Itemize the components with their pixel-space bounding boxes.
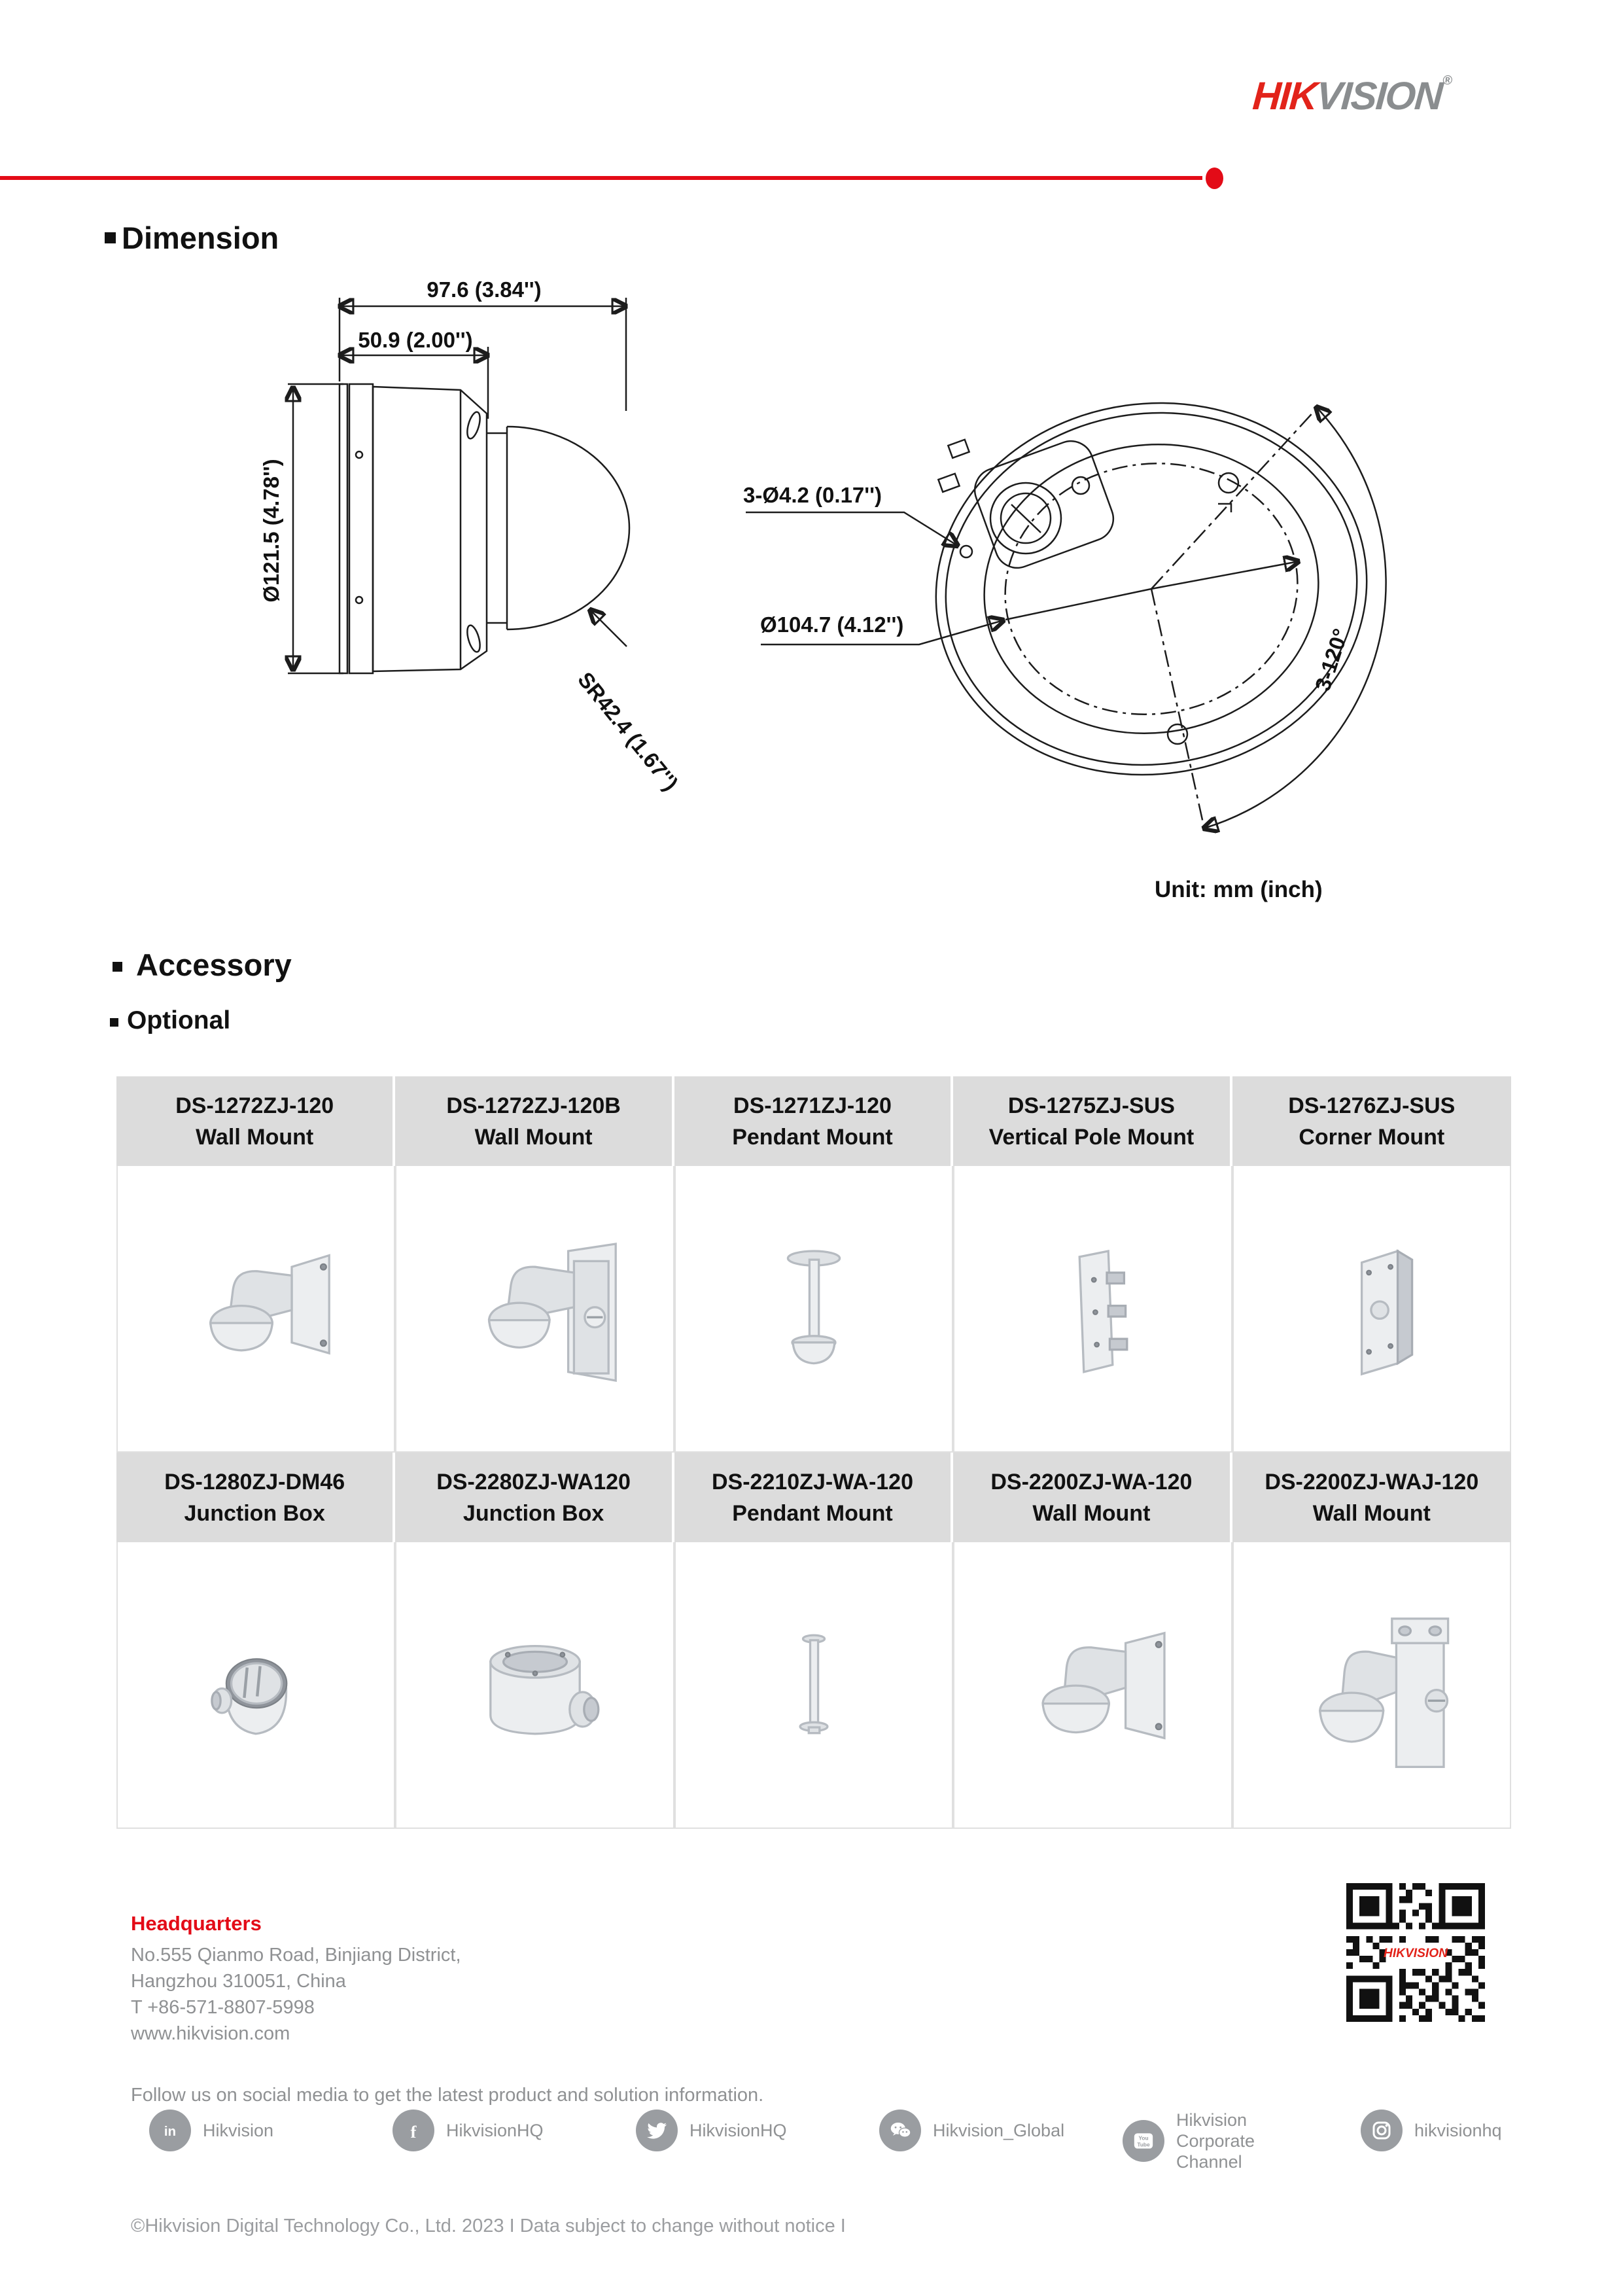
accessory-type: Wall Mount bbox=[474, 1124, 593, 1150]
hikvision-logo bbox=[1251, 73, 1453, 118]
accessory-header bbox=[1232, 1076, 1511, 1166]
wall-mount-junction-icon bbox=[1264, 1577, 1480, 1793]
social-label: HikvisionHQ bbox=[446, 2121, 544, 2140]
accessory-model: DS-1280ZJ-DM46 bbox=[164, 1469, 345, 1494]
social-label: Hikvision_Global bbox=[933, 2121, 1065, 2140]
dim-sphere-radius: SR42.4 (1.67'') bbox=[573, 667, 684, 796]
accessory-image-cell bbox=[674, 1166, 953, 1453]
svg-text:You: You bbox=[1138, 2134, 1149, 2142]
youtube-icon bbox=[1123, 2120, 1164, 2162]
dimension-bullet-icon bbox=[105, 232, 116, 243]
accessory-image-cell bbox=[395, 1166, 674, 1453]
accessory-model: DS-1275ZJ-SUS bbox=[1007, 1093, 1175, 1118]
accessory-image-cell bbox=[1232, 1542, 1511, 1829]
accessory-header bbox=[953, 1453, 1232, 1542]
accessory-type: Vertical Pole Mount bbox=[988, 1124, 1195, 1150]
header-divider-dot bbox=[1206, 168, 1223, 189]
social-linkedin[interactable] bbox=[149, 2110, 273, 2151]
logo-hik: HIK bbox=[1251, 74, 1318, 118]
accessory-header bbox=[116, 1076, 395, 1166]
dim-width-inner: 50.9 (2.00'') bbox=[358, 328, 473, 352]
dim-screw-holes: 3-Ø4.2 (0.17'') bbox=[743, 483, 882, 507]
follow-us-text: Follow us on social media to get the latest product and solution information. bbox=[131, 2085, 764, 2106]
accessory-image-cell bbox=[395, 1542, 674, 1829]
svg-text:in: in bbox=[164, 2123, 177, 2139]
accessory-header bbox=[674, 1453, 953, 1542]
accessory-model: DS-2200ZJ-WA-120 bbox=[990, 1469, 1193, 1494]
social-label: Hikvision bbox=[203, 2121, 274, 2140]
social-label: Hikvision Corporate Channel bbox=[1176, 2110, 1255, 2172]
social-wechat[interactable] bbox=[879, 2110, 1064, 2151]
social-twitter[interactable] bbox=[636, 2110, 787, 2151]
accessory-header bbox=[116, 1453, 395, 1542]
headquarters-address bbox=[131, 1942, 461, 2047]
social-label: hikvisionhq bbox=[1414, 2121, 1502, 2140]
accessory-image-cell bbox=[953, 1542, 1232, 1829]
phone-number: T +86-571-8807-5998 bbox=[131, 1997, 315, 2018]
social-facebook[interactable] bbox=[393, 2110, 544, 2151]
website-url[interactable]: www.hikvision.com bbox=[131, 2023, 290, 2044]
accessory-type: Corner Mount bbox=[1299, 1124, 1445, 1150]
qr-center-logo: HIKVISION bbox=[1383, 1947, 1448, 1961]
qr-code bbox=[1346, 1883, 1485, 2022]
accessory-table bbox=[116, 1076, 1511, 1829]
accessory-type: Wall Mount bbox=[1312, 1500, 1431, 1526]
wall-mount-2-icon bbox=[985, 1577, 1200, 1793]
pendant-pole-icon bbox=[706, 1577, 922, 1793]
corner-mount-icon bbox=[1264, 1201, 1480, 1417]
wall-mount-icon bbox=[148, 1201, 364, 1417]
pendant-mount-icon bbox=[706, 1201, 922, 1417]
accessory-image-cell bbox=[116, 1166, 395, 1453]
junction-box-small-icon bbox=[148, 1577, 364, 1793]
accessory-header bbox=[395, 1453, 674, 1542]
wall-mount-box-icon bbox=[427, 1201, 643, 1417]
headquarters-label: Headquarters bbox=[131, 1912, 262, 1935]
accessory-type: Wall Mount bbox=[1032, 1500, 1151, 1526]
accessory-header bbox=[674, 1076, 953, 1166]
linkedin-icon bbox=[149, 2110, 191, 2151]
social-youtube[interactable] bbox=[1123, 2110, 1314, 2172]
vertical-pole-mount-icon bbox=[985, 1201, 1200, 1417]
accessory-image-cell bbox=[953, 1166, 1232, 1453]
accessory-image-cell bbox=[1232, 1166, 1511, 1453]
optional-bullet-icon bbox=[110, 1018, 118, 1027]
accessory-model: DS-2280ZJ-WA120 bbox=[436, 1469, 631, 1494]
accessory-header bbox=[395, 1076, 674, 1166]
accessory-model: DS-1272ZJ-120 bbox=[175, 1093, 334, 1118]
dim-unit-note: Unit: mm (inch) bbox=[1155, 877, 1323, 902]
header-divider-line bbox=[0, 176, 1202, 180]
accessory-model: DS-2210ZJ-WA-120 bbox=[711, 1469, 913, 1494]
social-instagram[interactable] bbox=[1361, 2110, 1502, 2151]
logo-registered-mark: ® bbox=[1442, 73, 1453, 88]
accessory-model: DS-2200ZJ-WAJ-120 bbox=[1265, 1469, 1479, 1494]
wechat-icon bbox=[879, 2110, 921, 2151]
address-line-2: Hangzhou 310051, China bbox=[131, 1971, 346, 1992]
accessory-model: DS-1276ZJ-SUS bbox=[1288, 1093, 1456, 1118]
facebook-icon bbox=[393, 2110, 434, 2151]
accessory-model: DS-1271ZJ-120 bbox=[733, 1093, 892, 1118]
dim-diameter-side: Ø121.5 (4.78'') bbox=[259, 459, 283, 603]
twitter-icon bbox=[636, 2110, 678, 2151]
svg-text:Tube: Tube bbox=[1137, 2141, 1150, 2148]
accessory-header bbox=[953, 1076, 1232, 1166]
accessory-image-cell bbox=[674, 1542, 953, 1829]
accessory-type: Wall Mount bbox=[196, 1124, 314, 1150]
address-line-1: No.555 Qianmo Road, Binjiang District, bbox=[131, 1945, 461, 1966]
dim-angle: 3-120° bbox=[1310, 626, 1353, 694]
accessory-image-cell bbox=[116, 1542, 395, 1829]
accessory-model: DS-1272ZJ-120B bbox=[446, 1093, 621, 1118]
optional-subheading: Optional bbox=[127, 1006, 231, 1034]
accessory-type: Pendant Mount bbox=[732, 1124, 893, 1150]
logo-vision: VISION bbox=[1315, 74, 1444, 118]
accessory-type: Pendant Mount bbox=[732, 1500, 893, 1526]
instagram-icon bbox=[1361, 2110, 1403, 2151]
accessory-type: Junction Box bbox=[184, 1500, 325, 1526]
bottom-view-drawing bbox=[720, 366, 1478, 929]
dim-width-total: 97.6 (3.84'') bbox=[427, 277, 542, 302]
accessory-type: Junction Box bbox=[462, 1500, 604, 1526]
svg-text:f: f bbox=[410, 2122, 417, 2142]
accessory-bullet-icon bbox=[113, 962, 122, 972]
dim-bolt-circle: Ø104.7 (4.12'') bbox=[760, 612, 904, 637]
social-label: HikvisionHQ bbox=[689, 2121, 787, 2140]
dimension-heading: Dimension bbox=[122, 221, 279, 255]
accessory-heading: Accessory bbox=[136, 947, 292, 982]
accessory-header bbox=[1232, 1453, 1511, 1542]
junction-box-large-icon bbox=[427, 1577, 643, 1793]
copyright-text: ©Hikvision Digital Technology Co., Ltd. 2023 I Data subject to change without notice I bbox=[131, 2216, 846, 2236]
